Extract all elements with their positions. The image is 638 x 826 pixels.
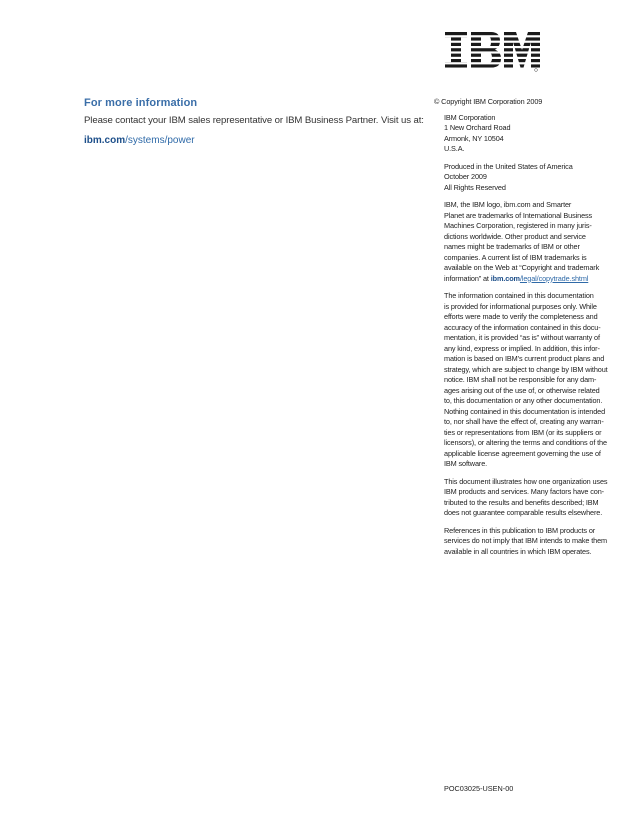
trademark-line: names might be trademarks of IBM or other	[444, 242, 580, 251]
illustrates-line: IBM products and services. Many factors have con-	[444, 487, 604, 496]
disclaimer-line: mentation, it is provided “as is” without warranty of	[444, 333, 600, 342]
disclaimer-line: applicable license agreement governing the use of	[444, 448, 601, 458]
link-path-text: /systems/power	[125, 135, 195, 146]
trademark-line: IBM, the IBM logo, ibm.com and Smarter	[444, 200, 572, 209]
disclaimer-line: to, nor shall have the effect of, creating any warran-	[444, 417, 604, 426]
illustrates-line: does not guarantee comparable results elsewhere.	[444, 508, 603, 517]
references-line: available in all countries in which IBM operates.	[444, 546, 592, 556]
address-line: 1 New Orchard Road	[444, 123, 511, 132]
trademark-line: Planet are trademarks of International Business	[444, 210, 593, 220]
references-line: services do not imply that IBM intends to make them	[444, 536, 607, 545]
ibm-logo	[443, 32, 541, 72]
ibm-com-text[interactable]: ibm.com	[490, 273, 520, 283]
document-code: POC03025-USEN-00	[444, 784, 514, 793]
produced-line: October 2009	[444, 172, 487, 181]
legal-column	[434, 97, 609, 564]
contact-text: Please contact your IBM sales representative or IBM Business Partner. Visit us at:	[84, 115, 424, 126]
trademark-line: dictions worldwide. Other product and service	[444, 231, 586, 241]
address-line: IBM Corporation	[444, 112, 496, 122]
disclaimer-line: The information contained in this documentation	[444, 291, 594, 300]
disclaimer-line: licensors), or altering the terms and conditions of the	[444, 438, 607, 447]
copyright-line: © Copyright IBM Corporation 2009	[434, 97, 543, 106]
trademark-line: companies. A current list of IBM trademarks is	[444, 252, 587, 262]
systems-power-link[interactable]	[84, 135, 414, 146]
copytrade-link[interactable]: /legal/copytrade.shtml	[519, 273, 589, 283]
more-info-heading: For more information	[84, 97, 198, 109]
trademark-url-line	[444, 274, 609, 285]
produced-line: Produced in the United States of America	[444, 161, 573, 171]
references-block	[444, 526, 609, 558]
address-line: Armonk, NY 10504	[444, 133, 504, 143]
disclaimer-line: to, this documentation or any other documentation.	[444, 396, 603, 405]
address-line: U.S.A.	[444, 144, 465, 153]
trademark-line: information” at	[444, 273, 489, 283]
disclaimer-line: accuracy of the information contained in this docu-	[444, 322, 601, 332]
disclaimer-line: ties or representations from IBM (or its suppliers or	[444, 427, 602, 437]
disclaimer-line: ages arising out of the use of, or otherwise related	[444, 385, 600, 395]
illustrates-line: This document illustrates how one organization uses	[444, 476, 608, 486]
trademarks-block	[444, 200, 609, 284]
disclaimer-line: Nothing contained in this documentation is intended	[444, 406, 606, 416]
disclaimer-block	[444, 291, 609, 470]
more-info-section	[84, 97, 424, 146]
produced-line: All Rights Reserved	[444, 182, 506, 192]
trademark-line: Machines Corporation, registered in many juris-	[444, 221, 592, 230]
disclaimer-line: any kind, express or implied. In addition, this infor-	[444, 343, 600, 353]
illustrates-block	[444, 477, 609, 519]
disclaimer-line: mation is based on IBM’s current product plans and	[444, 354, 605, 363]
produced-block	[444, 162, 609, 194]
registered-mark-icon	[535, 69, 538, 72]
ibm-com-text: ibm.com	[84, 135, 126, 146]
illustrates-line: tributed to the results and benefits described; IBM	[444, 497, 599, 507]
disclaimer-line: efforts were made to verify the completeness and	[444, 312, 598, 321]
trademark-line: available on the Web at “Copyright and trademark	[444, 263, 600, 272]
references-line: References in this publication to IBM products or	[444, 525, 596, 535]
disclaimer-line: notice. IBM shall not be responsible for any dam-	[444, 375, 597, 384]
disclaimer-line: is provided for informational purposes only. While	[444, 301, 597, 311]
disclaimer-line: IBM software.	[444, 459, 488, 468]
address-block	[444, 113, 609, 155]
disclaimer-line: strategy, which are subject to change by IBM without	[444, 364, 608, 374]
